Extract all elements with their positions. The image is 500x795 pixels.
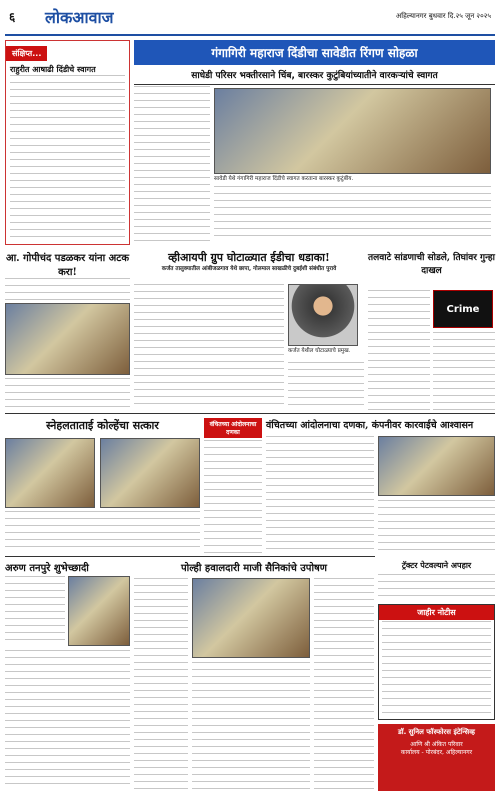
masthead: [5, 4, 495, 36]
crime-text: [368, 290, 430, 410]
kolhe-headline: स्नेहलताताई कोल्हेंचा सत्कार: [46, 419, 159, 432]
notice-title: जाहीर नोटीस: [379, 605, 494, 620]
kolhe-photo-1: [5, 438, 95, 508]
scam-text-right: [288, 362, 364, 410]
kolhe-text: [5, 511, 200, 553]
dateline: अहिल्यानगर बुधवार दि.२५ जून २०२५: [395, 12, 491, 20]
row-divider: [5, 413, 495, 414]
arrest-photo: [5, 303, 130, 375]
army-text-1: [134, 578, 188, 790]
agitation-tag: वंचितच्या आंदोलनाचा दणका: [204, 418, 262, 438]
tractor-headline: ट्रॅक्टर पेटवल्याने अपहार: [401, 560, 472, 570]
ad-line-1: आणि श्री अंकित परिवार: [410, 741, 463, 748]
scam-text-left: [134, 284, 284, 410]
agitation-text: [266, 436, 374, 553]
row-divider-2: [5, 556, 375, 557]
lead-banner: गंगागिरी महाराज दिंडीचा सावेडीत रिंगण सोहळा: [134, 40, 495, 65]
army-text-2: [192, 662, 310, 790]
arrest-text: [5, 378, 130, 410]
lead-story: [134, 40, 495, 245]
lead-col-2: [214, 186, 491, 241]
public-notice: [378, 604, 495, 720]
agitation-sidebar-text: [204, 440, 262, 553]
page-number: ६: [9, 10, 16, 24]
scam-photo: [288, 284, 358, 346]
scam-caption: कर्जत येथील घोटाळ्याचे प्रमुख.: [288, 348, 351, 354]
lead-col-1: [134, 86, 210, 241]
ad-line-2: कार्यालय - पोरबंदर, अहिल्यानगर: [400, 749, 473, 756]
sidebar-brief: [5, 40, 130, 245]
sidebar-body: [10, 75, 125, 240]
army-text-3: [314, 578, 374, 790]
crime-headline: तलवाटे सांडणाची सोडले, तिघांवर गुन्हा दाखल: [368, 253, 495, 276]
sidebar-tag: संक्षिप्त...: [6, 46, 47, 61]
crime-graphic: Crime: [433, 290, 493, 328]
tractor-text: [378, 574, 495, 602]
tanpure-text: [5, 576, 65, 646]
scam-subheadline: कर्जत तालुक्यातील आंबीजळगाव येथे छापा, गोलमाल साखळीचे दुबईशी संबंधीत पुरावे: [161, 266, 337, 272]
crime-text-right: [433, 332, 495, 410]
lead-columns: [134, 86, 495, 245]
agitation-text-right: [378, 500, 495, 553]
agitation-headline: वंचितच्या आंदोलनाचा दणका, कंपनीवर कारवाईचे आश्वासन: [266, 420, 474, 431]
scam-headline: व्हीआयपी ग्रुप घोटाळ्यात ईडीचा धडाका!: [168, 251, 330, 264]
tanpure-text-bottom: [5, 650, 130, 790]
lead-subhead: साधेडी परिसर भक्तीरसाने चिंब, बारस्कर कुटुंबियांच्यातीने वारकऱ्यांचे स्वागत: [134, 65, 495, 85]
ad-headline: डॉ. सुनिल फॉस्फोरस इंटेन्सिव्ह: [398, 728, 475, 736]
tanpure-headline: अरुण तनपुरे शुभेच्छादी: [5, 563, 89, 574]
lead-photo-procession: [214, 88, 491, 174]
notice-body: [382, 621, 491, 716]
advertisement: [378, 724, 495, 791]
kolhe-photo-2: [100, 438, 200, 508]
tanpure-photo: [68, 576, 130, 646]
arrest-text-top: [5, 278, 130, 300]
sidebar-headline: राहुरीत आषाढी दिंडीचे स्वागत: [10, 65, 96, 74]
paper-name: लोकआवाज: [45, 8, 114, 27]
army-photo: [192, 578, 310, 658]
lead-photo-caption: सावेडी येथे गंगागिरी महाराज दिंडीचे स्वागत करताना बारस्कर कुटुंबीय.: [214, 176, 354, 182]
arrest-headline: आ. गोपीचंद पडळकर यांना अटक करा!: [5, 253, 130, 278]
army-headline: पोल्ही हवालदारी माजी सैनिकांचे उपोषण: [180, 563, 328, 574]
agitation-photo: [378, 436, 495, 496]
